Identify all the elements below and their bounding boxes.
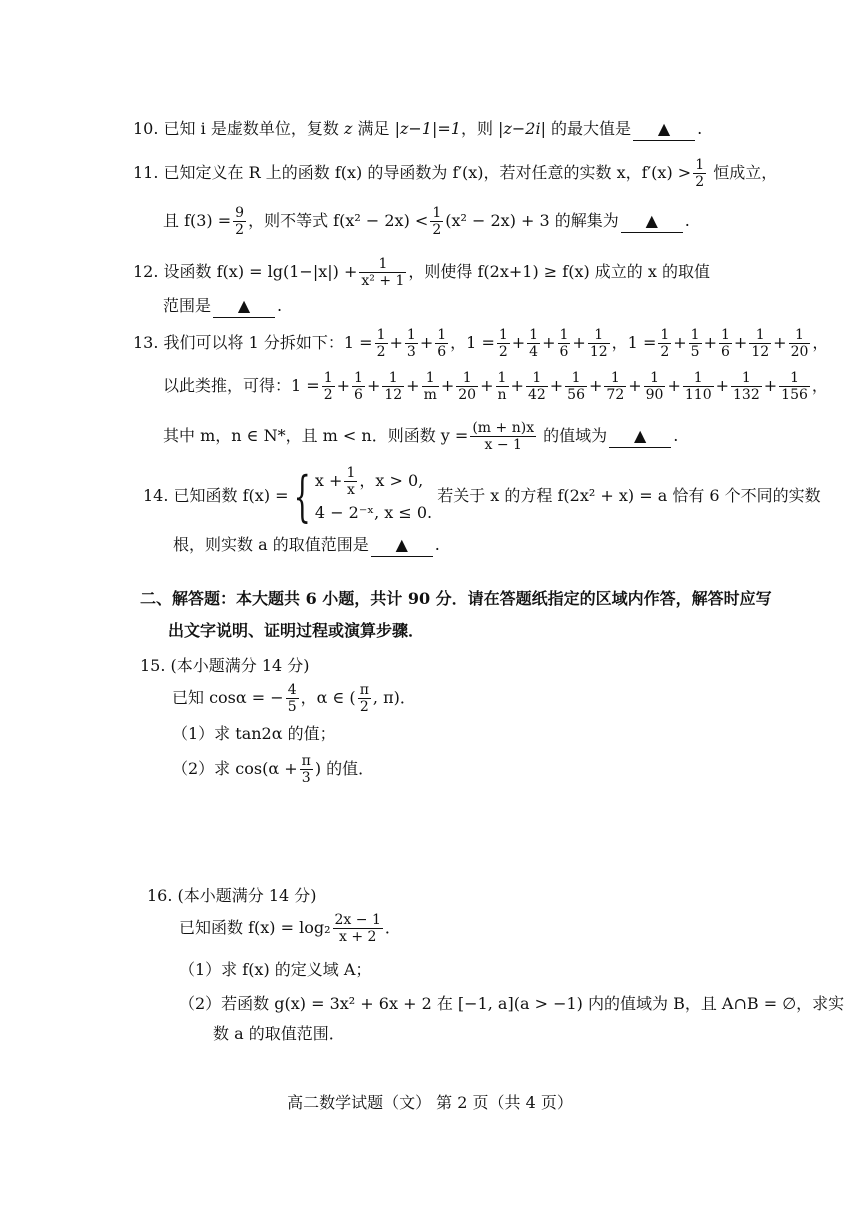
equals-one: 1 = [627,333,657,352]
question-number: 12. [133,262,159,281]
question-number: 14. [143,486,169,505]
question-13-line-2: 以此类推，可得：1 = $\frac{1}{2}$ + $\frac{1}{6}$ + $\frac{1}{12}$ + $\frac{1}{m}$ + $\frac{1}{20}$ + $\frac{1}{n}$ + $\frac{1}{42}$ + $\frac{1}{56}$ + $\frac{1}{72}$ + $\frac{1}{90}$ + $\frac{1}{110}$ + $\frac{1}{132}$ + $\frac{1}{156}$ ， [163,370,828,403]
plus-sign: + [763,376,778,395]
text: 设函数 f(x) = lg(1−|x|) + [163,262,358,281]
plus-sign: + [549,376,564,395]
question-12-line-2: 范围是 ▲ . [163,295,282,318]
question-11-line-2: 且 f(3) = $\frac{9}{2}$ ，则不等式 f(x² − 2x) < $\frac{1}{2}$ (x² − 2x) + 3 的解集为 ▲ . [163,205,690,238]
unit-fraction: $\frac{1}{42}$ [527,370,546,403]
unit-fraction: $\frac{1}{56}$ [567,370,585,403]
text: 且 f(3) = [163,211,232,230]
equals-one: 1 = [466,333,495,352]
fraction-sum [627,327,813,360]
answer-blank: ▲ [621,210,683,233]
text: 根，则实数 a 的取值范围是 [173,535,369,554]
answer-blank: ▲ [633,118,695,141]
unit-fraction: $\frac{1}{3}$ [406,327,416,360]
text: 已知 i 是虚数单位，复数 [163,119,344,138]
plus-sign: + [366,376,381,395]
question-16-given: 已知函数 f(x) = log₂ $\frac{2x - 1}{x + 2}$ ． [179,912,401,945]
question-14-line-1 [143,465,821,528]
unit-fraction: $\frac{1}{132}$ [733,370,760,403]
plus-sign: + [572,333,586,352]
text: 的值域为 [538,426,608,445]
piecewise-cases: x + $\frac{1}{x}$ ，x > 0, 4 − 2⁻ˣ, x ≤ 0. [314,465,433,522]
text: ，则不等式 f(x² − 2x) < [248,211,429,230]
unit-fraction: $\frac{1}{110}$ [684,370,712,403]
equals-one: 1 = [343,333,373,352]
unit-fraction: $\frac{1}{156}$ [781,370,808,403]
plus-sign: + [703,333,717,352]
question-16-header: 16. (本小题满分 14 分) [147,886,317,905]
unit-fraction: $\frac{1}{12}$ [751,327,770,360]
plus-sign: + [673,333,687,352]
text: 若关于 x 的方程 f(2x² + x) = a 恰有 6 个不同的实数 [437,486,821,505]
plus-sign: + [480,376,494,395]
math: z [343,119,353,138]
unit-fraction: $\frac{1}{90}$ [645,370,664,403]
question-15-given: 已知 cosα = − $\frac{4}{5}$ ，α ∈ ( $\frac{\pi}{2}$ , π)． [172,682,416,715]
fraction: $\frac{1}{\text{x² + 1}}$ [361,256,405,289]
math: |z−1|=1 [394,119,461,138]
plus-sign: + [389,333,403,352]
text: 已知定义在 R 上的函数 f(x) 的导函数为 f′(x)，若对任意的实数 x，f′(x) > [163,163,692,182]
question-12-line-1 [133,256,710,289]
question-10: 10. 已知 i 是虚数单位，复数 z 满足 |z−1|=1，则 |z−2i| 的最大值是 ▲ . [133,118,702,141]
text: 的最大值是 [545,119,632,138]
unit-fraction: $\frac{1}{2}$ [498,327,508,360]
section-2-heading-cont: 出文字说明、证明过程或演算步骤． [168,621,425,640]
unit-fraction: $\frac{1}{2}$ [323,370,333,403]
page-footer: 高二数学试题（文） 第 2 页（共 4 页） [287,1093,573,1112]
answer-blank: ▲ [609,425,671,448]
text: (x² − 2x) + 3 的解集为 [445,211,619,230]
text: 恒成立， [708,163,778,182]
text: 其中 m，n ∈ N*，且 m < n．则函数 y = [163,426,469,445]
question-14-line-2: 根，则实数 a 的取值范围是 ▲ . [173,534,440,557]
plus-sign: + [773,333,787,352]
question-number: 13. [133,333,159,352]
unit-fraction: $\frac{1}{n}$ [497,370,507,403]
text: ，则 [460,119,499,138]
unit-fraction: $\frac{1}{20}$ [790,327,809,360]
question-16-part-1: （1）求 f(x) 的定义域 A； [179,960,372,979]
text: 已知函数 f(x) = [173,486,289,505]
fraction-sum [466,327,611,360]
question-13-line-1: 13. 我们可以将 1 分拆如下：1 = $\frac{1}{2}$ + $\frac{1}{3}$ + $\frac{1}{6}$ ，1 = $\frac{1}{2}$ + $\frac{1}{4}$ + $\frac{1}{6}$ + $\frac{1}{12}$ ，1 = $\frac{1}{2}$ + $\frac{1}{5}$ + $\frac{1}{6}$ + $\frac{1}{12}$ + $\frac{1}{20}$ ， [133,327,829,360]
unit-fraction: $\frac{1}{12}$ [589,327,608,360]
text: ，则使得 f(2x+1) ≥ f(x) 成立的 x 的取值 [408,262,710,281]
text: 范围是 [163,296,212,315]
unit-fraction: $\frac{1}{6}$ [721,327,730,360]
unit-fraction: $\frac{1}{6}$ [559,327,569,360]
text: 以此类推，可得： [163,376,292,395]
question-15-part-1: （1）求 tan2α 的值； [172,724,336,743]
question-number: 11. [133,163,159,182]
question-11-line-1 [133,157,777,190]
unit-fraction: $\frac{1}{m}$ [423,370,437,403]
plus-sign: + [542,333,556,352]
plus-sign: + [336,376,351,395]
plus-sign: + [419,333,434,352]
question-16-part-2: （2）若函数 g(x) = 3x² + 6x + 2 在 [−1, a](a > −1) 内的值域为 B，且 A∩B = ∅，求实 [179,994,845,1013]
question-number: 10. [133,119,159,138]
math: |z−2i| [498,119,546,138]
equals-one: 1 = [291,376,320,395]
question-13-line-3: 其中 m，n ∈ N*，且 m < n．则函数 y = $\frac{(m + n)x}{x - 1}$ 的值域为 ▲ . [163,420,679,453]
left-brace: { [293,464,311,528]
fraction: $\frac{(m + n)x}{x - 1}$ [472,420,535,453]
plus-sign: + [628,376,642,395]
answer-blank: ▲ [371,534,433,557]
plus-sign: + [715,376,730,395]
fraction: $\frac{1}{2}$ [695,157,705,190]
answer-blank: ▲ [213,295,275,318]
unit-fraction: $\frac{1}{20}$ [458,370,477,403]
question-15-header: 15. (本小题满分 14 分) [140,656,310,675]
plus-sign: + [511,333,526,352]
plus-sign: + [667,376,681,395]
unit-fraction: $\frac{1}{2}$ [376,327,386,360]
unit-fraction: $\frac{1}{12}$ [384,370,403,403]
question-16-part-2-cont: 数 a 的取值范围． [213,1024,345,1043]
fraction-sum [343,327,450,360]
section-2-heading: 二、解答题：本大题共 6 小题，共计 90 分．请在答题纸指定的区域内作答，解答时应写 [140,589,772,608]
text: 满足 [352,119,395,138]
plus-sign: + [589,376,603,395]
unit-fraction: $\frac{1}{4}$ [529,327,539,360]
fraction: $\frac{1}{2}$ [432,205,442,238]
unit-fraction: $\frac{1}{72}$ [606,370,625,403]
unit-fraction: $\frac{1}{5}$ [690,327,700,360]
plus-sign: + [733,333,748,352]
plus-sign: + [510,376,524,395]
fraction: $\frac{9}{2}$ [235,205,245,238]
question-15-part-2: （2）求 cos(α + $\frac{\pi}{3}$ ) 的值． [172,753,375,786]
unit-fraction: $\frac{1}{6}$ [437,327,447,360]
plus-sign: + [440,376,455,395]
plus-sign: + [406,376,420,395]
unit-fraction: $\frac{1}{6}$ [354,370,363,403]
text: 我们可以将 1 分拆如下： [163,333,344,352]
unit-fraction: $\frac{1}{2}$ [660,327,670,360]
